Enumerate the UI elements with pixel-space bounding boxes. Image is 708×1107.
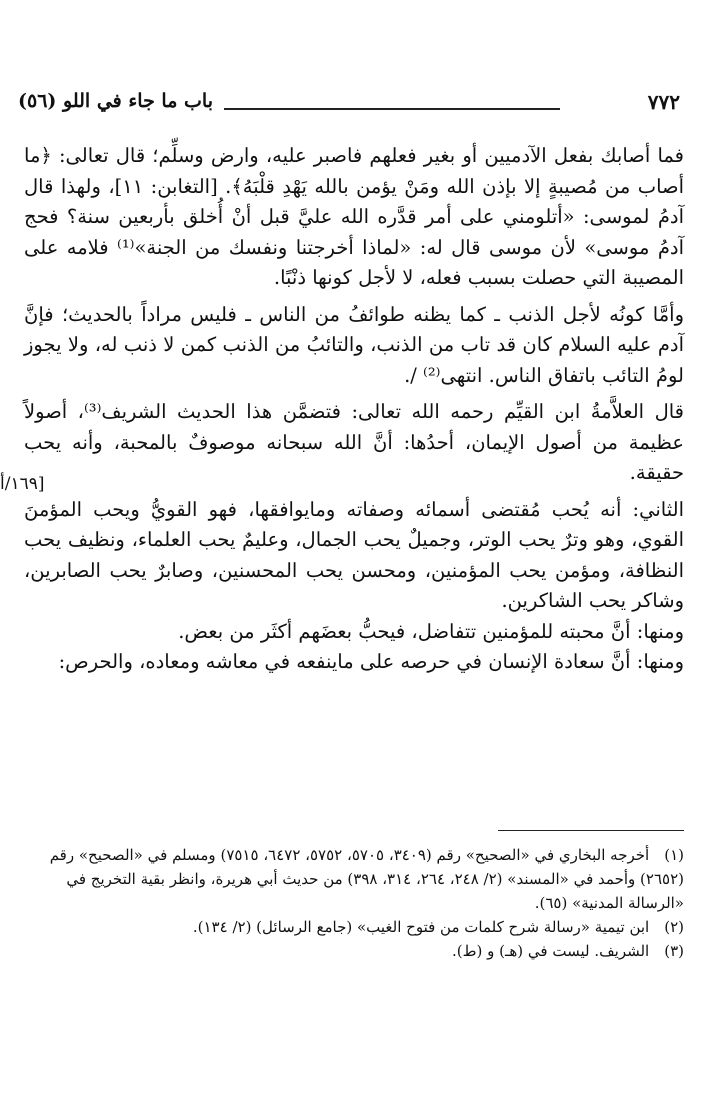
footnote-item xyxy=(24,939,684,963)
manuscript-folio-note: ١٦٩/أ] xyxy=(0,474,45,494)
main-text xyxy=(24,141,684,678)
paragraph-2: وأمَّا كونُه لأجل الذنب ـ كما يظنه طوائفُ من الناس ـ فليس مراداً بالحديث؛ فإنَّ آدم عليه السلام كان قد تاب من الذنب، والتائبُ من الذنب كمن لا ذنب له، ولا يجوز لومُ التائب باتفاق الناس. انتهى⁽²⁾ /. xyxy=(24,302,684,387)
running-header xyxy=(18,90,680,116)
footnote-text: الشريف. ليست في (هـ) و (ط). xyxy=(452,942,650,960)
paragraph-3: قال العلاَّمةُ ابن القيِّم رحمه الله تعالى: فتضمَّن هذا الحديث الشريف⁽³⁾، أصولاً عظيمة من أصول الإيمان، أحدُها: أنَّ الله سبحانه موصوفٌ بالمحبة، وأنه يحب حقيقة. xyxy=(24,400,685,484)
paragraph-5: ومنها: أنَّ محبته للمؤمنين تتفاضل، فيحبُّ بعضَهم أكثَر من بعض. xyxy=(178,619,684,643)
footnote-item xyxy=(24,915,684,939)
footnotes xyxy=(24,843,684,963)
paragraph-4: الثاني: أنه يُحب مُقتضى أسمائه وصفاته ومايوافقها، فهو القويُّ ويحب المؤمنَ القوي، وهو وترٌ يحب الوتر، وجميلٌ يحب الجمال، وعليمٌ يحب العلماء، ونظيف يحب النظافة، ومؤمن يحب المؤمنين، ومحسن يحب المحسنين، وصابرٌ يحب الصابرين، وشاكر يحب الشاكرين. xyxy=(24,497,684,612)
footnote-separator xyxy=(498,830,684,831)
paragraph-6: ومنها: أنَّ سعادة الإنسان في حرصه على ماينفعه في معاشه ومعاده، والحرص: xyxy=(58,650,684,673)
footnote-item xyxy=(24,843,684,915)
footnote-text: ابن تيمية «رسالة شرح كلمات من فتوح الغيب» (جامع الرسائل) (٢/ ١٣٤). xyxy=(192,918,650,936)
footnote-number: (٣) xyxy=(664,942,684,960)
footnote-number: (١) xyxy=(664,846,684,864)
footnote-text: أخرجه البخاري في «الصحيح» رقم (٣٤٠٩، ٥٧٠٥، ٥٧٥٢، ٦٤٧٢، ٧٥١٥) ومسلم في «الصحيح» رقم (٢٦٥٢) وأحمد في «المسند» (٢/ ٢٤٨، ٢٦٤، ٣١٤، ٣٩٨) من حديث أبي هريرة، وانظر بقية التخريج في «الرسالة المدنية» (٦٥). xyxy=(49,846,684,912)
page-number: ٧٧٢ xyxy=(647,90,680,114)
footnote-number: (٢) xyxy=(664,918,684,936)
chapter-title: باب ما جاء في اللو (٥٦) xyxy=(18,90,213,112)
header-rule xyxy=(224,108,560,110)
paragraph-1: فما أصابك بفعل الآدميين أو بغير فعلهم فاصبر عليه، وارض وسلِّم؛ قال تعالى: ﴿ما أصاب من مُصيبةٍ إلا بإذن الله ومَنْ يؤمن بالله يَهْدِ قلْبَهُ﴾. [التغابن: ١١]، ولهذا قال آدمُ لموسى: «أتلومني على أمر قدَّره الله عليَّ قبل أنْ أُخلق بأربعين سنة؟ فحج آدمُ موسى» لأن موسى قال له: «لماذا أخرجتنا ونفسك من الجنة»⁽¹⁾ فلامه على المصيبة التي حصلت بسبب فعله، لا لأجل كونها ذنْبًا. xyxy=(24,144,684,289)
